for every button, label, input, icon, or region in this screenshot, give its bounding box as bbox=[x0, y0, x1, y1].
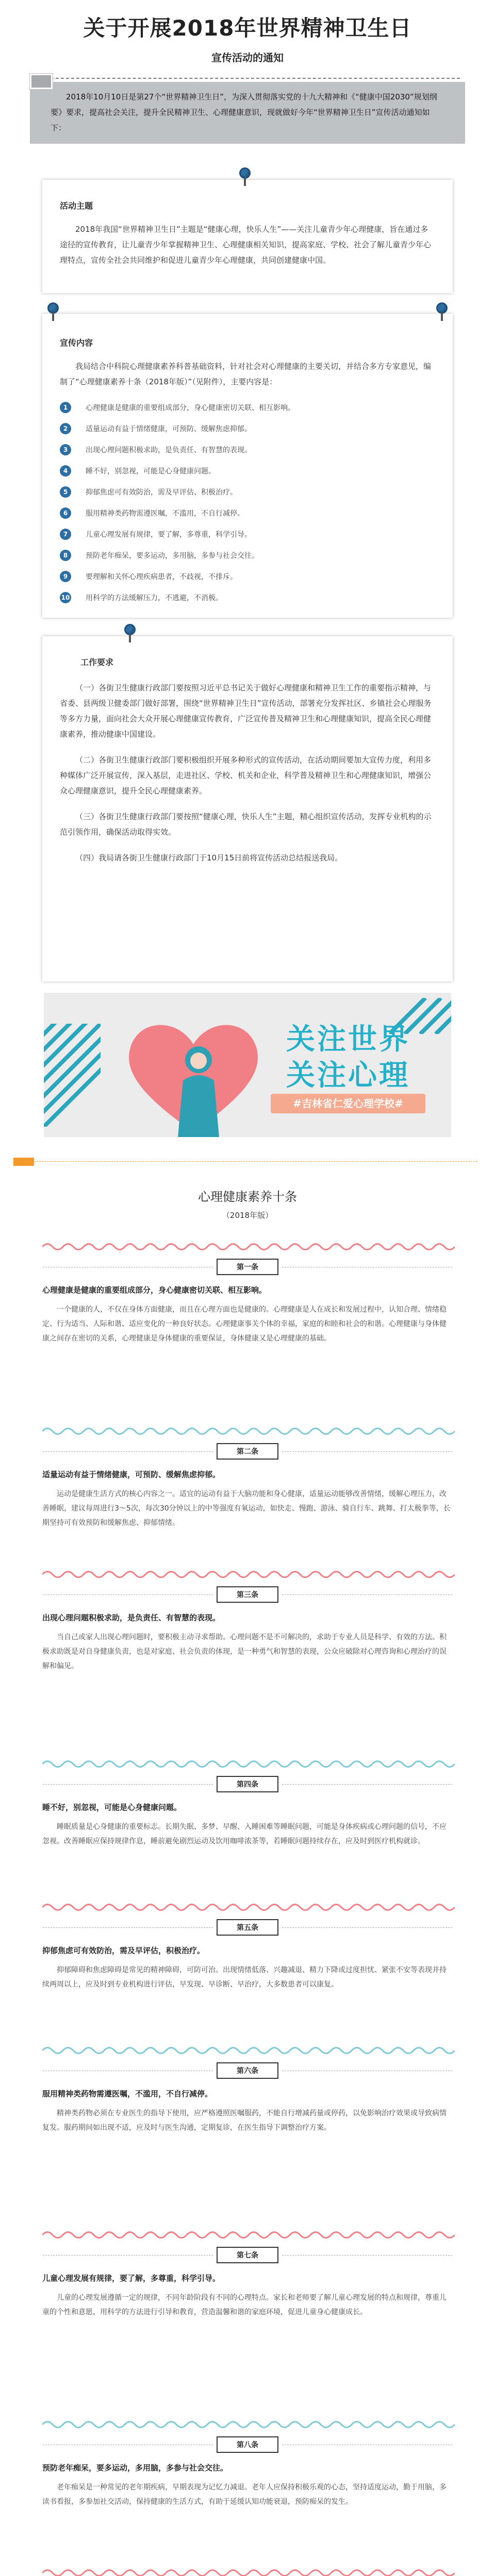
article-label: 第二条 bbox=[217, 1443, 278, 1460]
article-heading: 服用精神类药物需遵医嘱，不滥用，不自行减停。 bbox=[42, 2089, 213, 2098]
content-label: 宣传内容 bbox=[60, 338, 93, 348]
requirement-paragraph: （一）各街卫生健康行政部门要按照习近平总书记关于做好心理健康和精神卫生工作的重要指示精神，与省委、县两级卫健委部门做好部署，围绕“世界精神卫生日”宣传活动，部署充分发挥社区、乡镇社会心理服务等多方力量，面向社会大众开展心理健康宣传教育，广泛宣传普及精神卫生和心理健康知识，提高全民心理健康素养，推动健康中国建设。 bbox=[60, 683, 432, 739]
wave-divider bbox=[42, 1569, 455, 1580]
article-label: 第一条 bbox=[217, 1259, 278, 1275]
stripe-decoration bbox=[44, 1024, 101, 1127]
wave-divider bbox=[42, 1426, 455, 1437]
article-heading: 睡不好，别忽视，可能是心身健康问题。 bbox=[42, 1803, 182, 1812]
slogan-text: 预防老年痴呆，要多运动，多用脑，多参与社会交往。 bbox=[86, 551, 259, 560]
slogan-list bbox=[60, 397, 435, 608]
slogan-text: 心理健康是健康的重要组成部分，身心健康密切关联、相互影响。 bbox=[86, 403, 295, 412]
wave-divider bbox=[42, 1902, 455, 1913]
slogan-number-badge: 6 bbox=[60, 507, 71, 519]
slogan-item bbox=[60, 523, 435, 545]
page-title: 关于开展2018年世界精神卫生日 bbox=[83, 15, 412, 41]
article-body: 抑郁障碍和焦虑障碍是常见的精神障碍，可防可治。出现情绪低落、兴趣减退、精力下降或过度担忧、紧张不安等表现并持续两周以上，应及时到专业机构进行评估，早发现、早诊断、早治疗，大多数患者可以康复。 bbox=[42, 1966, 447, 1989]
slogan-number-badge: 1 bbox=[60, 402, 71, 413]
article-item bbox=[42, 1569, 453, 1744]
theme-card bbox=[42, 180, 453, 293]
slogan-text: 要理解和关怀心理疾病患者，不歧视，不排斥。 bbox=[86, 572, 237, 581]
campaign-banner bbox=[44, 993, 451, 1137]
dashed-divider bbox=[35, 78, 460, 79]
article-heading: 预防老年痴呆，要多运动，多用脑，多参与社会交往。 bbox=[42, 2463, 228, 2472]
article-heading: 适量运动有益于情绪健康，可预防、缓解焦虑抑郁。 bbox=[42, 1470, 221, 1479]
slogan-item bbox=[60, 460, 435, 481]
requirement-paragraph: （二）各街卫生健康行政部门要积极组织开展多种形式的宣传活动，在活动期间要加大宣传力度，利用多种媒体广泛开展宣传，深入基层，走进社区、学校、机关和企业，科学普及精神卫生和心理健康知识，增强公众心理健康意识，提升全民心理健康素养。 bbox=[60, 755, 432, 795]
wave-divider bbox=[42, 2045, 455, 2056]
theme-label: 活动主题 bbox=[60, 201, 93, 211]
slogan-number-badge: 7 bbox=[60, 529, 71, 540]
slogan-item bbox=[60, 418, 435, 439]
article-list bbox=[0, 1241, 495, 2576]
requirements-list bbox=[60, 680, 435, 866]
article-heading: 儿童心理发展有规律，要了解，多尊重，科学引导。 bbox=[42, 2274, 221, 2283]
article-body: 精神类药物必须在专业医生的指导下使用，应严格遵照医嘱服药，不能自行增减药量或停药，以免影响治疗效果或导致病情复发。服药期间如出现不适，应及时与医生沟通，定期复诊，在医生指导下调整治疗方案。 bbox=[42, 2109, 447, 2132]
ten-subtitle: （2018年版） bbox=[222, 1211, 273, 1220]
article-item bbox=[42, 2419, 453, 2553]
slogan-number-badge: 5 bbox=[60, 486, 71, 498]
article-item bbox=[42, 1902, 453, 2030]
article-body: 运动是健康生活方式的核心内容之一。适宜的运动有益于大脑功能和身心健康，适量运动能够改善情绪，缓解心理压力，改善睡眠，建议每周进行3～5次，每次30分钟以上的中等强度有氧运动，如快走、慢跑、游泳、骑自行车、跳舞、打太极拳等，长期坚持可有效预防和缓解焦虑、抑郁情绪。 bbox=[42, 1490, 451, 1527]
article-label: 第三条 bbox=[217, 1586, 278, 1603]
pushpin-icon bbox=[436, 302, 448, 321]
slogan-item bbox=[60, 545, 435, 566]
notice-text: 2018年10月10日是第27个“世界精神卫生日”，为深入贯彻落实党的十九大精神和《“健康中国2030”规划纲要》要求，提高社会关注，提升全民精神卫生、心理健康意识，现就做好今年“世界精神卫生日”宣传活动通知如下： bbox=[30, 82, 465, 144]
slogan-item bbox=[60, 587, 435, 608]
slogan-item bbox=[60, 439, 435, 460]
article-body: 当自己或家人出现心理问题时，要积极主动寻求帮助。心理问题不是不可解决的，求助于专业人员是科学、有效的方法。积极求助既是对自身健康负责，也是对家庭、社会负责的体现，是一种勇气和智慧的表现，公众应破除对心理咨询和心理治疗的误解和偏见。 bbox=[42, 1633, 447, 1670]
article-item bbox=[42, 1241, 453, 1411]
slogan-item bbox=[60, 481, 435, 502]
article-item bbox=[42, 2567, 453, 2576]
content-intro: 我局结合中科院心理健康素养科普基础资料，针对社会对心理健康的主要关切，并结合多方专家意见，编制了“心理健康素养十条（2018年版）”（见附件），主要内容是： bbox=[60, 362, 432, 386]
slogan-number-badge: 4 bbox=[60, 465, 71, 477]
requirement-paragraph: （三）各街卫生健康行政部门要按照“健康心理，快乐人生”主题，精心组织宣传活动，发挥专业机构的示范引领作用，确保活动取得实效。 bbox=[60, 812, 432, 837]
heart-illustration bbox=[121, 1013, 266, 1137]
article-heading: 出现心理问题积极求助，是负责任、有智慧的表现。 bbox=[42, 1613, 221, 1622]
requirements-label: 工作要求 bbox=[80, 657, 114, 667]
article-body: 一个健康的人，不仅在身体方面健康，而且在心理方面也是健康的。心理健康是人在成长和发展过程中，认知合理、情绪稳定、行为适当、人际和谐、适应变化的一种良好状态。心理健康事关个体的幸福，家庭的和睦和社会的和谐。心理健康与身体健康之间存在密切的关系，心理健康是身体健康的重要保证，身体健康又是心理健康的基础。 bbox=[42, 1306, 447, 1343]
slogan-number-badge: 2 bbox=[60, 423, 71, 434]
article-label: 第六条 bbox=[217, 2062, 278, 2079]
slogan-text: 抑郁焦虑可有效防治，需及早评估、积极治疗。 bbox=[86, 488, 237, 497]
slogan-text: 适量运动有益于情绪健康，可预防、缓解焦虑抑郁。 bbox=[86, 425, 252, 433]
slogan-number-badge: 10 bbox=[60, 592, 71, 603]
article-label: 第五条 bbox=[217, 1919, 278, 1936]
pushpin-icon bbox=[124, 624, 136, 642]
slogan-item bbox=[60, 566, 435, 587]
article-item bbox=[42, 1426, 453, 1554]
article-label: 第四条 bbox=[217, 1776, 278, 1792]
wave-divider bbox=[42, 1241, 455, 1252]
pushpin-icon bbox=[239, 167, 251, 186]
slogan-text: 服用精神类药物需遵医嘱，不滥用，不自行减停。 bbox=[86, 509, 244, 518]
banner-headline-2: 关注心理 bbox=[286, 1059, 410, 1092]
requirement-paragraph: （四）我局请各街卫生健康行政部门于10月15日前将宣传活动总结报送我局。 bbox=[75, 853, 343, 862]
article-item bbox=[42, 2229, 453, 2404]
banner-school-tag: #吉林省仁爱心理学校# bbox=[271, 1094, 425, 1113]
content-card bbox=[42, 314, 453, 618]
slogan-text: 出现心理问题积极求助，是负责任、有智慧的表现。 bbox=[86, 446, 252, 454]
article-label: 第八条 bbox=[217, 2436, 278, 2453]
article-body: 睡眠质量是心身健康的重要标志。长期失眠、多梦、早醒、入睡困难等睡眠问题，可能是身体疾病或心理问题的信号，不应忽视。改善睡眠应保持规律作息，睡前避免剧烈运动及饮用咖啡浓茶等，若睡眠问题持续存在，应及时到医疗机构就诊。 bbox=[42, 1823, 447, 1845]
notice-box bbox=[30, 82, 465, 144]
slogan-number-badge: 9 bbox=[60, 571, 71, 582]
pushpin-icon bbox=[47, 302, 59, 321]
slogan-item bbox=[60, 502, 435, 523]
wave-divider bbox=[42, 2229, 455, 2241]
section-divider-tag bbox=[13, 1158, 34, 1166]
article-heading: 心理健康是健康的重要组成部分，身心健康密切关联、相互影响。 bbox=[42, 1285, 267, 1295]
article-label: 第七条 bbox=[217, 2247, 278, 2263]
article-item bbox=[42, 1758, 453, 1887]
article-body: 老年痴呆是一种常见的老年期疾病，早期表现为记忆力减退。老年人应保持积极乐观的心态，坚持适度运动，勤于用脑，多读书看报，多参加社交活动，保持健康的生活方式，有助于延缓认知功能衰退，预防痴呆的发生。 bbox=[42, 2483, 447, 2506]
slogan-text: 儿童心理发展有规律，要了解，多尊重，科学引导。 bbox=[86, 530, 252, 539]
theme-text: 2018年我国“世界精神卫生日”主题是“健康心理，快乐人生”——关注儿童青少年心理健康，旨在通过多途径的宣传教育，让儿童青少年掌握精神卫生、心理健康相关知识，提高家庭、学校、社会了解儿童青少年心理特点，宣传全社会共同维护和促进儿童青少年心理健康，共同创建健康中国。 bbox=[60, 225, 432, 265]
wave-divider bbox=[42, 1758, 455, 1770]
slogan-number-badge: 3 bbox=[60, 444, 71, 455]
notice-tag-icon bbox=[30, 74, 53, 89]
wave-divider bbox=[42, 2419, 455, 2430]
slogan-number-badge: 8 bbox=[60, 550, 71, 561]
banner-headline-1: 关注世界 bbox=[286, 1023, 410, 1056]
slogan-item bbox=[60, 397, 435, 418]
requirements-card bbox=[42, 636, 453, 981]
article-heading: 抑郁焦虑可有效防治，需及早评估，积极治疗。 bbox=[42, 1946, 205, 1955]
slogan-text: 用科学的方法缓解压力，不逃避，不消极。 bbox=[86, 594, 223, 602]
wave-divider bbox=[42, 2567, 455, 2576]
article-body: 儿童的心理发展遵循一定的规律，不同年龄阶段有不同的心理特点。家长和老师要了解儿童心理发展的特点和规律，尊重儿童的个性和意愿，用科学的方法进行引导和教育，营造温馨和谐的家庭环境，促进儿童身心健康成长。 bbox=[42, 2294, 447, 2316]
ten-title: 心理健康素养十条 bbox=[198, 1190, 297, 1204]
article-item bbox=[42, 2045, 453, 2215]
page-subtitle: 宣传活动的通知 bbox=[211, 52, 284, 64]
slogan-text: 睡不好，别忽视，可能是心身健康问题。 bbox=[86, 467, 216, 476]
